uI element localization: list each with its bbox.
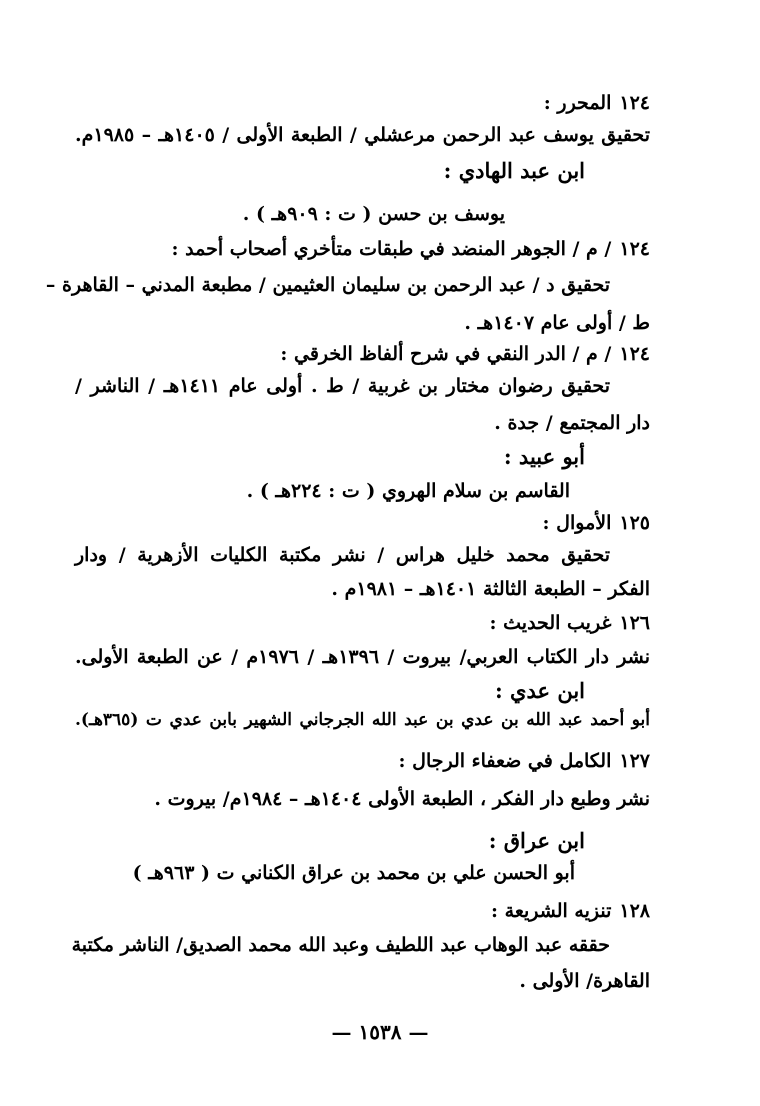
entry-detail: حققه عبد الوهاب عبد اللطيف وعبد الله محمد الصديق/ الناشر مكتبة	[71, 934, 610, 956]
entry-title: / م / الدر النقي في شرح ألفاظ الخرقي :	[280, 343, 612, 365]
entry-detail: نشر دار الكتاب العربي/ بيروت / ١٣٩٦هـ / ١٩٧٦م / عن الطبعة الأولى.	[75, 646, 650, 668]
author-name: يوسف بن حسن ( ت : ٩٠٩هـ ) .	[242, 203, 505, 225]
entry-title: غريب الحديث :	[489, 612, 612, 634]
author-name: القاسم بن سلام الهروي ( ت : ٢٢٤هـ ) .	[246, 480, 570, 502]
entry-title: الكامل في ضعفاء الرجال :	[398, 750, 612, 772]
entry-number: ١٢٤	[619, 92, 650, 114]
entry-title: الأموال :	[542, 512, 612, 534]
entry-detail: تحقيق رضوان مختار بن غربية / ط . أولى عام ١٤١١هـ / الناشر /	[75, 375, 610, 397]
entry-124-jawhar	[0, 240, 650, 259]
author-heading: أبو عبيد :	[503, 444, 585, 469]
entry-number: ١٢٧	[619, 750, 650, 772]
author-heading: ابن عدي :	[494, 678, 585, 703]
entry-number: ١٢٥	[619, 512, 650, 534]
author-name: أبو الحسن علي بن محمد بن عراق الكناني ت ( ٩٦٣هـ )	[132, 862, 575, 884]
entry-number: ١٢٤	[619, 238, 650, 260]
author-heading: ابن عبد الهادي :	[443, 158, 585, 183]
entry-126-gharib	[0, 614, 650, 633]
entry-127-kamil	[0, 752, 650, 771]
entry-detail: تحقيق د / عبد الرحمن بن سليمان العثيمين / مطبعة المدني – القاهرة –	[45, 274, 610, 296]
entry-detail: نشر وطبع دار الفكر ، الطبعة الأولى ١٤٠٤هـ – ١٩٨٤م/ بيروت .	[154, 788, 650, 810]
entry-125-amwal	[0, 514, 650, 533]
entry-number: ١٢٤	[619, 343, 650, 365]
entry-detail-cont: القاهرة/ الأولى .	[519, 970, 650, 992]
entry-title: / م / الجوهر المنضد في طبقات متأخري أصحاب أحمد :	[171, 238, 612, 260]
entry-detail-cont: الفكر – الطبعة الثالثة ١٤٠١هـ – ١٩٨١م .	[331, 578, 650, 600]
entry-title: المحرر :	[543, 92, 612, 114]
entry-124-muharrar	[0, 94, 650, 113]
entry-detail: تحقيق يوسف عبد الرحمن مرعشلي / الطبعة الأولى / ١٤٠٥هـ – ١٩٨٥م.	[75, 124, 650, 146]
author-heading: ابن عراق :	[488, 828, 585, 853]
entry-124-durr	[0, 345, 650, 364]
entry-number: ١٢٨	[619, 900, 650, 922]
entry-title: تنزيه الشريعة :	[491, 900, 612, 922]
entry-detail-cont: دار المجتمع / جدة .	[494, 412, 650, 434]
entry-number: ١٢٦	[619, 612, 650, 634]
entry-128-tanzih	[0, 902, 650, 921]
author-name: أبو أحمد عبد الله بن عدي بن عبد الله الجرجاني الشهير بابن عدي ت (٣٦٥هـ).	[75, 710, 650, 730]
entry-detail: تحقيق محمد خليل هراس / نشر مكتبة الكليات الأزهرية / ودار	[75, 544, 610, 566]
page-number: — ١٥٣٨ —	[331, 1020, 429, 1044]
entry-detail-cont: ط / أولى عام ١٤٠٧هـ .	[464, 312, 650, 334]
